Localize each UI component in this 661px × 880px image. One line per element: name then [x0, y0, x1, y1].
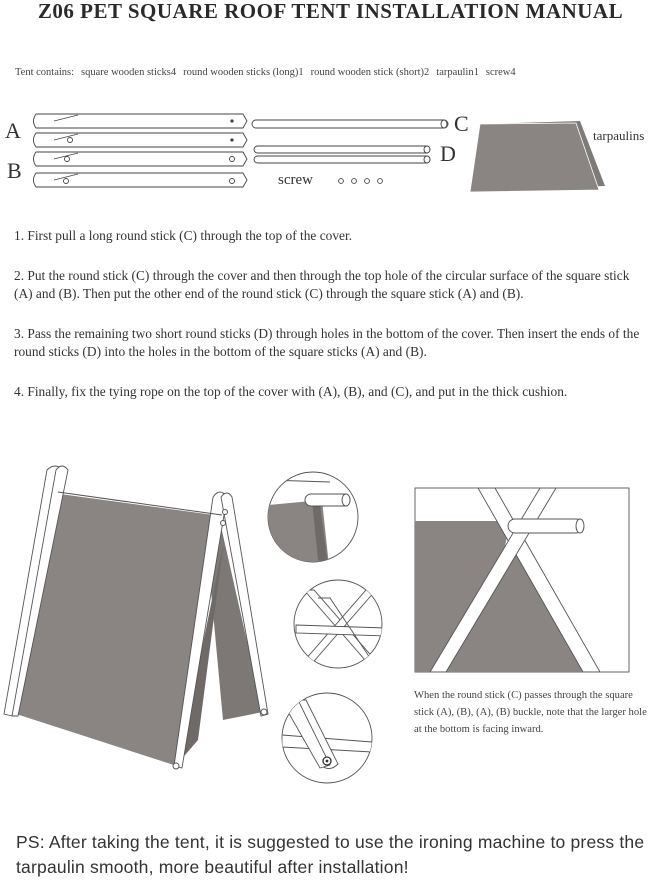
manual-title: Z06 PET SQUARE ROOF TENT INSTALLATION MANUAL — [37, 0, 624, 23]
square-stick-a2 — [34, 133, 248, 147]
detail-square-frame — [415, 488, 629, 672]
tarpaulin-illustration — [470, 121, 605, 192]
screw-icon — [378, 179, 383, 184]
screw-icon — [352, 179, 357, 184]
square-stick-a1 — [34, 114, 248, 128]
assembled-tent-illustration — [4, 466, 268, 769]
square-stick-b2 — [34, 173, 248, 187]
contents-item: tarpaulin1 — [436, 67, 479, 78]
step-2: 2. Put the round stick (C) through the cover and then through the top hole of the circular surface of the square stick (A) and (B). Then put the other end of the round stick (C) through the square stick (A) and (B). — [14, 268, 630, 301]
contents-prefix: Tent contains: — [15, 67, 75, 78]
part-label-c: C — [454, 111, 469, 136]
contents-item: round wooden stick (short)2 — [310, 67, 430, 78]
detail-circle-top — [268, 472, 358, 575]
part-label-b: B — [7, 158, 22, 183]
part-label-d: D — [440, 141, 456, 166]
screw-icon — [339, 179, 344, 184]
step-4: 4. Finally, fix the tying rope on the top of the cover with (A), (B), and (C), and put in the thick cushion. — [14, 384, 568, 399]
round-stick-short-d1 — [254, 146, 430, 153]
detail-note: When the round stick (C) passes through the square stick (A), (B), (A), (B) buckle, note that the larger hole at the bottom is facing inward. — [414, 690, 647, 735]
part-label-screw: screw — [278, 172, 313, 188]
square-stick-b1 — [34, 152, 248, 166]
contents-item: screw4 — [485, 67, 516, 78]
step-1: 1. First pull a long round stick (C) through the top of the cover. — [14, 228, 353, 243]
part-label-a: A — [5, 118, 21, 143]
part-label-tarpaulins: tarpaulins — [593, 128, 645, 143]
step-3: 3. Pass the remaining two short round sticks (D) through holes in the bottom of the cover. Then insert the ends of the round sticks (D) into the holes in the bottom of the square sticks (A) and (B). — [14, 326, 640, 359]
instruction-steps — [14, 227, 650, 423]
detail-circle-middle — [294, 580, 386, 668]
ps-note: PS: After taking the tent, it is suggested to use the ironing machine to press the tarpaulin smooth, more beautiful after installation! — [16, 832, 645, 877]
round-stick-short-d2 — [254, 156, 430, 163]
contents-item: round wooden sticks (long)1 — [183, 67, 304, 78]
detail-circle-bottom — [282, 693, 372, 783]
round-stick-long-c — [252, 120, 448, 128]
contents-item: square wooden sticks4 — [81, 67, 177, 78]
screw-icon — [365, 179, 370, 184]
